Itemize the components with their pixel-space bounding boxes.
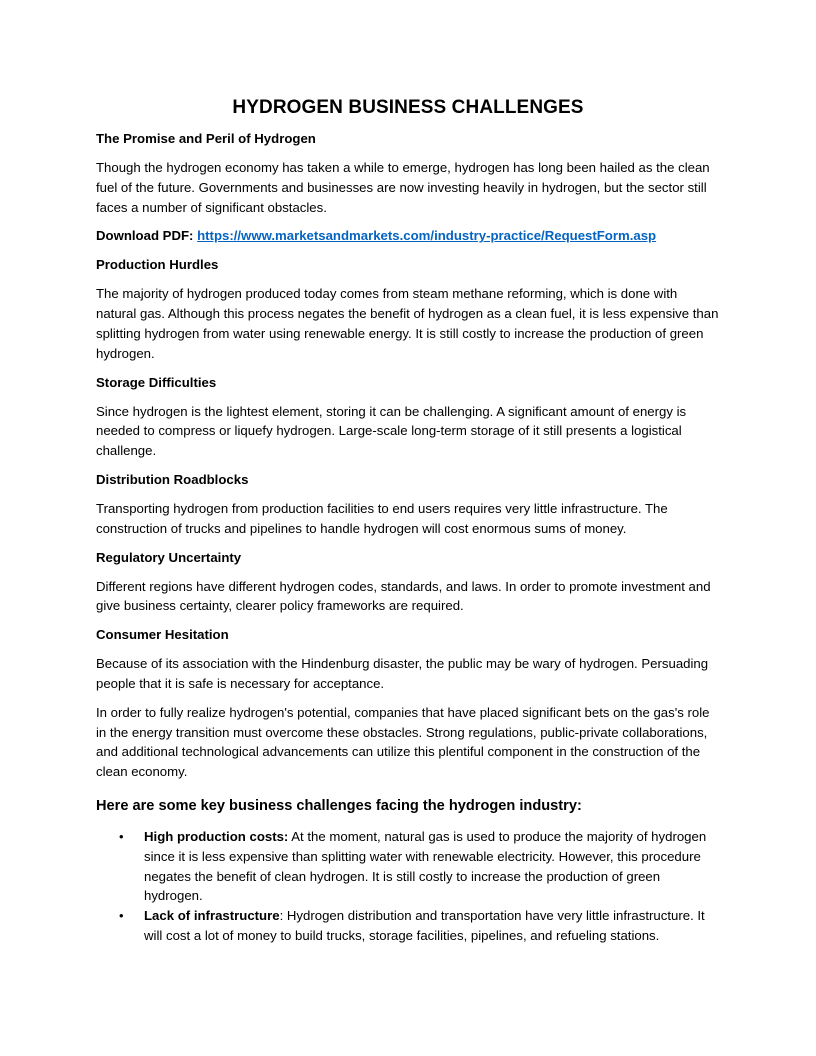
section-heading-consumer: Consumer Hesitation (96, 627, 229, 643)
download-pdf-link[interactable]: https://www.marketsandmarkets.com/industry-practice/RequestForm.asp (197, 228, 657, 244)
key-challenges-list (96, 827, 720, 946)
section-paragraph-storage: Since hydrogen is the lightest element, storing it can be challenging. A significant amount of energy is needed to compress or liquefy hydrogen. Large-scale long-term storage of it still presents a logistical challenge. (96, 403, 687, 459)
section-paragraph-distribution: Transporting hydrogen from production facilities to end users requires very little infrastructure. The construction of trucks and pipelines to handle hydrogen will cost enormous sums of money. (96, 500, 668, 536)
key-challenges-heading: Here are some key business challenges facing the hydrogen industry: (96, 797, 582, 814)
bullet-icon: • (119, 828, 124, 844)
section-paragraph-regulatory: Different regions have different hydrogen codes, standards, and laws. In order to promote investment and give business certainty, clearer policy frameworks are required. (96, 578, 711, 614)
section-heading-production: Production Hurdles (96, 257, 219, 273)
download-pdf-line (96, 226, 720, 246)
section-paragraph-consumer: Because of its association with the Hindenburg disaster, the public may be wary of hydrogen. Persuading people that it is safe is necessary for acceptance. (96, 656, 709, 691)
document-page (96, 96, 720, 946)
list-item-term: Lack of infrastructure (144, 908, 280, 924)
section-paragraph-production: The majority of hydrogen produced today comes from steam methane reforming, which is done with natural gas. Although this process negates the benefit of hydrogen as a clean fuel, it is less expensive than splitting hydrogen from water using renewable energy. It is still costly to increase the production of green hydrogen. (96, 286, 719, 361)
list-item-text: : Hydrogen distribution and transportation have very little infrastructure. It will cost a lot of money to build trucks, storage facilities, pipelines, and refueling stations. (144, 908, 705, 943)
bullet-icon: • (119, 908, 124, 924)
conclusion-paragraph: In order to fully realize hydrogen's potential, companies that have placed significant bets on the gas's role in the energy transition must overcome these obstacles. Strong regulations, public-private collaborations, and additional technological advancements can utilize this plentiful component in the construction of the clean economy. (96, 704, 710, 780)
section-heading-storage: Storage Difficulties (96, 374, 217, 390)
intro-heading: The Promise and Peril of Hydrogen (96, 131, 316, 146)
list-item-term: High production costs: (144, 828, 289, 844)
section-heading-regulatory: Regulatory Uncertainty (96, 549, 242, 565)
document-title: HYDROGEN BUSINESS CHALLENGES (232, 97, 584, 118)
list-item (119, 906, 720, 946)
list-item (119, 827, 720, 906)
section-heading-distribution: Distribution Roadblocks (96, 471, 249, 487)
intro-paragraph: Though the hydrogen economy has taken a while to emerge, hydrogen has long been hailed as the clean fuel of the future. Governments and businesses are now investing heavily in hydrogen, but the sector still faces a number of significant obstacles. (96, 160, 710, 215)
download-pdf-label: Download PDF: (96, 228, 194, 244)
list-item-text: At the moment, natural gas is used to produce the majority of hydrogen since it is less expensive than splitting water with renewable electricity. However, this procedure negates the benefit of clean hydrogen. It is still costly to increase the production of green hydrogen. (144, 828, 707, 904)
